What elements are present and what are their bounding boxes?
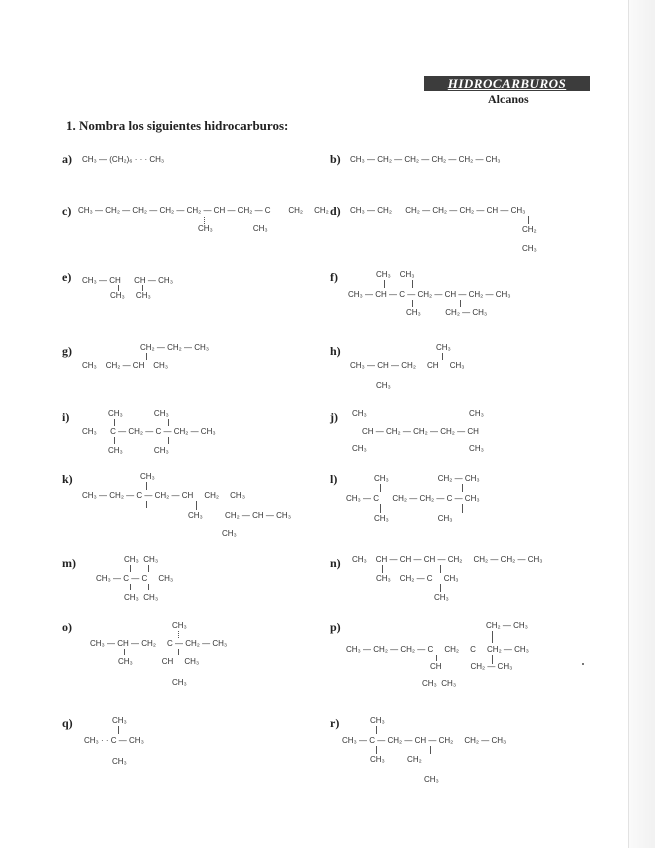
formula-i-line-1: CH₃ CH₃ <box>108 409 169 418</box>
bond <box>430 746 431 754</box>
item-label-q: q) <box>62 716 73 730</box>
bond <box>528 216 529 224</box>
item-label-f: f) <box>330 270 338 284</box>
formula-l-line-2: CH₃ — C CH₂ — CH₂ — C — CH₃ <box>346 494 480 503</box>
formula-h-line-2: CH₃ — CH — CH₂ CH CH₃ <box>350 361 465 370</box>
bond <box>376 726 377 734</box>
formula-o-line-4: CH₃ <box>172 678 187 687</box>
bond <box>440 584 441 592</box>
item-label-d: d) <box>330 204 341 218</box>
formula-g-line-1: CH₂ — CH₂ — CH₃ <box>140 343 210 352</box>
item-label-p: p) <box>330 620 341 634</box>
formula-n-line-3: CH₃ <box>434 593 449 602</box>
bond <box>204 217 205 224</box>
bond <box>412 300 413 307</box>
formula-m-line-1: CH₃ CH₃ <box>124 555 159 564</box>
item-label-m: m) <box>62 556 76 570</box>
bond <box>118 726 119 734</box>
bond <box>440 565 441 573</box>
formula-r-line-3: CH₃ CH₂ <box>370 755 422 764</box>
formula-q-line-3: CH₃ <box>112 757 127 766</box>
formula-o-line-1: CH₃ <box>172 621 187 630</box>
formula-r-line-4: CH₃ <box>424 775 439 784</box>
formula-d-line-1: CH₃ — CH₂ CH₂ — CH₂ — CH₂ — CH — CH₃ <box>350 206 526 215</box>
section-subtitle: Alcanos <box>488 92 529 106</box>
bond <box>168 437 169 444</box>
formula-m-line-3: CH₃ CH₃ <box>124 593 159 602</box>
bond <box>412 280 413 288</box>
formula-n-line-1: CH₃ CH — CH — CH — CH₂ CH₂ — CH₂ — CH₃ <box>352 555 543 564</box>
item-label-g: g) <box>62 344 72 358</box>
item-label-o: o) <box>62 620 72 634</box>
bond <box>196 501 197 510</box>
formula-j-line-1: CH₃ CH₃ <box>352 409 484 418</box>
bond <box>146 353 147 360</box>
formula-p-line-1: CH₂ — CH₃ <box>486 621 528 630</box>
formula-i-line-2: CH₃ C — CH₂ — C — CH₂ — CH₃ <box>82 427 216 436</box>
bond <box>384 280 385 288</box>
formula-d-line-3: CH₃ <box>522 244 537 253</box>
bond <box>380 504 381 513</box>
bond <box>148 565 149 572</box>
bond <box>114 437 115 444</box>
item-label-c: c) <box>62 204 72 218</box>
bond <box>382 565 383 573</box>
formula-h-line-1: CH₃ <box>436 343 451 352</box>
formula-e-line-1: CH₃ — CH CH — CH₃ <box>82 276 173 285</box>
bond <box>114 419 115 426</box>
item-label-a: a) <box>62 152 72 166</box>
item-label-h: h) <box>330 344 341 358</box>
formula-o-line-3: CH₃ CH CH₃ <box>118 657 200 666</box>
formula-i-line-3: CH₃ CH₃ <box>108 446 169 455</box>
item-label-n: n) <box>330 556 341 570</box>
item-label-b: b) <box>330 152 341 166</box>
item-label-k: k) <box>62 472 73 486</box>
formula-c-line-2: CH₃ CH₃ <box>198 224 268 233</box>
formula-f-line-2: CH₃ — CH — C — CH₂ — CH — CH₂ — CH₃ <box>348 290 511 299</box>
page-edge-shadow <box>628 0 655 848</box>
bond <box>462 504 463 513</box>
formula-p-line-2: CH₃ — CH₂ — CH₂ — C CH₂ C CH₂ — CH₃ <box>346 645 529 654</box>
formula-b-line-1: CH₃ — CH₂ — CH₂ — CH₂ — CH₂ — CH₃ <box>350 155 501 164</box>
formula-l-line-1: CH₃ CH₂ — CH₃ <box>374 474 480 483</box>
bond <box>168 419 169 426</box>
formula-h-line-3: CH₃ <box>376 381 391 390</box>
formula-j-line-3: CH₃ CH₃ <box>352 444 484 453</box>
item-label-l: l) <box>330 472 338 486</box>
formula-j-line-2: CH — CH₂ — CH₂ — CH₂ — CH <box>362 427 479 436</box>
item-label-r: r) <box>330 716 340 730</box>
formula-k-line-2: CH₃ — CH₂ — C — CH₂ — CH CH₂ CH₃ <box>82 491 245 500</box>
formula-p-line-3: CH CH₂ — CH₃ <box>430 662 513 671</box>
formula-g-line-2: CH₃ CH₂ — CH CH₃ <box>82 361 169 370</box>
formula-k-line-3: CH₃ CH₂ — CH — CH₃ <box>188 511 291 520</box>
bond <box>178 631 179 638</box>
item-label-i: i) <box>62 410 70 424</box>
bond <box>462 484 463 492</box>
formula-e-line-2: CH₃ CH₃ <box>110 291 151 300</box>
item-label-e: e) <box>62 270 72 284</box>
formula-p-line-4: CH₃ CH₃ <box>422 679 457 688</box>
stray-mark <box>582 663 584 665</box>
formula-r-line-1: CH₃ <box>370 716 385 725</box>
bond <box>130 565 131 572</box>
item-label-j: j) <box>330 410 338 424</box>
formula-c-line-1: CH₃ — CH₂ — CH₂ — CH₂ — CH₂ — CH — CH₂ — C CH₂ CH₂ <box>78 206 329 215</box>
bond <box>492 631 493 643</box>
bond <box>436 655 437 661</box>
formula-d-line-2: CH₂ <box>522 225 537 234</box>
bond <box>146 501 147 508</box>
formula-f-line-3: CH₃ CH₂ — CH₃ <box>406 308 488 317</box>
bond <box>376 746 377 754</box>
bond <box>148 584 149 590</box>
formula-m-line-2: CH₃ — C — C CH₃ <box>96 574 174 583</box>
bond <box>124 649 125 655</box>
formula-f-line-1: CH₃ CH₃ <box>376 270 415 279</box>
formula-q-line-1: CH₃ <box>112 716 127 725</box>
bond <box>178 649 179 655</box>
bond <box>380 484 381 492</box>
exercise-title: 1. Nombra los siguientes hidrocarburos: <box>66 118 289 133</box>
bond <box>130 584 131 590</box>
section-title-banner: HIDROCARBUROS <box>424 76 590 91</box>
formula-r-line-2: CH₃ — C — CH₂ — CH — CH₂ CH₂ — CH₃ <box>342 736 507 745</box>
formula-k-line-4: CH₃ <box>222 529 237 538</box>
bond <box>146 482 147 490</box>
formula-o-line-2: CH₃ — CH — CH₂ C — CH₂ — CH₃ <box>90 639 228 648</box>
bond <box>460 300 461 307</box>
formula-l-line-3: CH₃ CH₃ <box>374 514 453 523</box>
formula-q-line-2: CH₃ · · C — CH₃ <box>84 736 144 745</box>
formula-a-line-1: CH₃ — (CH₂)₆ · · · CH₃ <box>82 155 165 164</box>
bond <box>442 353 443 360</box>
formula-k-line-1: CH₃ <box>140 472 155 481</box>
formula-n-line-2: CH₃ CH₂ — C CH₃ <box>376 574 459 583</box>
